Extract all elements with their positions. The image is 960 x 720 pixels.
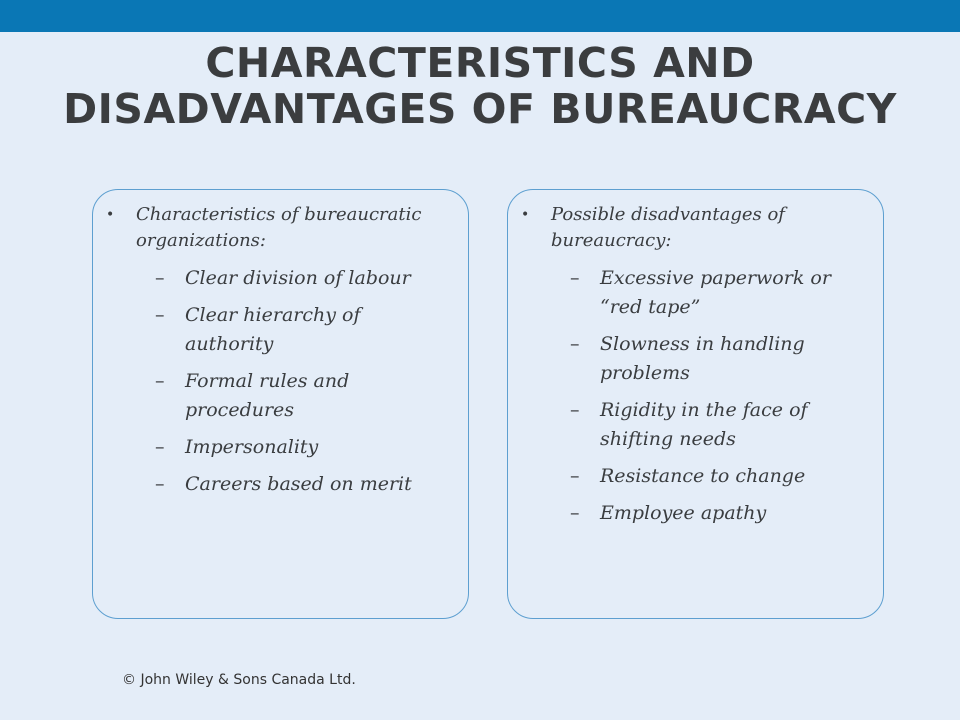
dash-icon: –: [155, 370, 165, 392]
list-item-text: Excessive paperwork or “red tape”: [600, 267, 831, 318]
list-item: [93, 367, 468, 425]
list-item-text: Impersonality: [185, 436, 319, 458]
dash-icon: –: [570, 502, 580, 524]
dash-icon: –: [570, 267, 580, 289]
list-item-text: Rigidity in the face of shifting needs: [600, 399, 808, 450]
top-accent-bar: [0, 0, 960, 32]
disadvantages-panel: [507, 189, 884, 619]
dash-icon: –: [570, 399, 580, 421]
dash-icon: –: [570, 333, 580, 355]
list-item: [93, 264, 468, 293]
list-item-text: Employee apathy: [600, 502, 767, 524]
list-item: [508, 462, 883, 491]
slide-title-line-1: CHARACTERISTICS AND: [205, 39, 755, 87]
characteristics-lead-text: Characteristics of bureaucratic organizations:: [136, 204, 422, 251]
dash-icon: –: [570, 465, 580, 487]
characteristics-list: [93, 264, 468, 499]
characteristics-lead: [93, 202, 468, 254]
dash-icon: –: [155, 436, 165, 458]
copyright-footer: © John Wiley & Sons Canada Ltd.: [122, 672, 356, 688]
list-item: [93, 433, 468, 462]
bullet-icon: •: [521, 207, 530, 223]
list-item-text: Slowness in handling problems: [600, 333, 805, 384]
disadvantages-list: [508, 264, 883, 528]
list-item: [508, 264, 883, 322]
list-item: [508, 330, 883, 388]
list-item: [508, 499, 883, 528]
dash-icon: –: [155, 473, 165, 495]
bullet-icon: •: [106, 207, 115, 223]
dash-icon: –: [155, 267, 165, 289]
disadvantages-lead-text: Possible disadvantages of bureaucracy:: [551, 204, 785, 251]
list-item: [93, 470, 468, 499]
list-item-text: Careers based on merit: [185, 473, 412, 495]
list-item-text: Clear division of labour: [185, 267, 411, 289]
list-item: [508, 396, 883, 454]
list-item-text: Formal rules and procedures: [185, 370, 350, 421]
list-item: [93, 301, 468, 359]
slide-title-line-2: DISADVANTAGES OF BUREAUCRACY: [63, 85, 897, 133]
characteristics-panel: [92, 189, 469, 619]
disadvantages-lead: [508, 202, 883, 254]
list-item-text: Resistance to change: [600, 465, 806, 487]
dash-icon: –: [155, 304, 165, 326]
list-item-text: Clear hierarchy of authority: [185, 304, 361, 355]
slide-title: [0, 40, 960, 132]
